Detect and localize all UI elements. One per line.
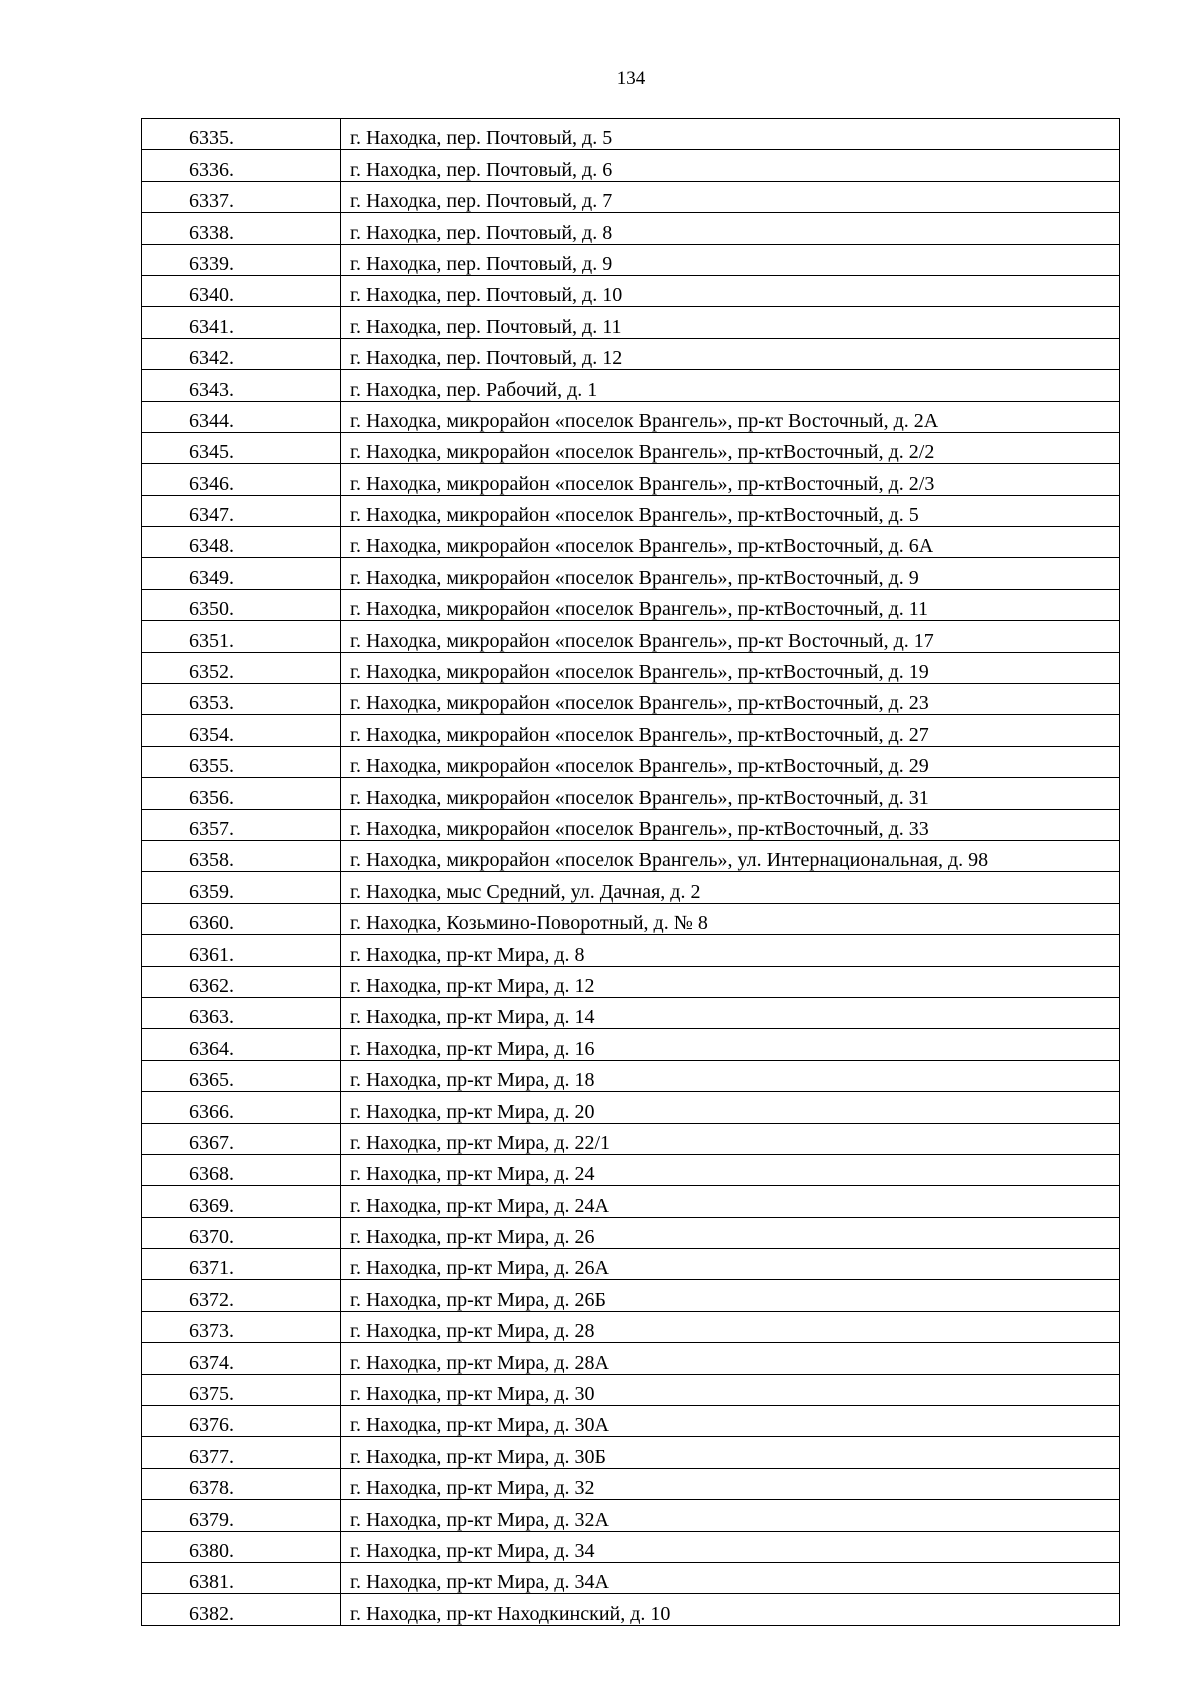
row-number: 6369. bbox=[142, 1186, 341, 1217]
row-number: 6358. bbox=[142, 840, 341, 871]
table-row bbox=[142, 1531, 1120, 1562]
row-address: г. Находка, микрорайон «поселок Врангель», пр-ктВосточный, д. 31 bbox=[341, 778, 1120, 809]
table-row bbox=[142, 684, 1120, 715]
table-row bbox=[142, 935, 1120, 966]
row-number: 6337. bbox=[142, 181, 341, 212]
table-row bbox=[142, 1562, 1120, 1593]
row-number: 6342. bbox=[142, 338, 341, 369]
table-row bbox=[142, 1500, 1120, 1531]
row-address: г. Находка, пр-кт Мира, д. 26Б bbox=[341, 1280, 1120, 1311]
table-row bbox=[142, 213, 1120, 244]
row-address: г. Находка, пер. Почтовый, д. 6 bbox=[341, 150, 1120, 181]
table-row bbox=[142, 1060, 1120, 1091]
row-address: г. Находка, пр-кт Мира, д. 30А bbox=[341, 1406, 1120, 1437]
table-row bbox=[142, 464, 1120, 495]
row-address: г. Находка, микрорайон «поселок Врангель», пр-ктВосточный, д. 11 bbox=[341, 589, 1120, 620]
table-row bbox=[142, 1406, 1120, 1437]
row-number: 6379. bbox=[142, 1500, 341, 1531]
table-row bbox=[142, 1029, 1120, 1060]
address-table bbox=[141, 118, 1120, 1626]
table-row bbox=[142, 809, 1120, 840]
row-number: 6368. bbox=[142, 1154, 341, 1185]
row-number: 6363. bbox=[142, 997, 341, 1028]
table-row bbox=[142, 181, 1120, 212]
table-row bbox=[142, 338, 1120, 369]
row-number: 6366. bbox=[142, 1092, 341, 1123]
table-row bbox=[142, 1280, 1120, 1311]
row-number: 6350. bbox=[142, 589, 341, 620]
row-address: г. Находка, пр-кт Мира, д. 18 bbox=[341, 1060, 1120, 1091]
row-number: 6381. bbox=[142, 1562, 341, 1593]
row-address: г. Находка, микрорайон «поселок Врангель», пр-ктВосточный, д. 19 bbox=[341, 652, 1120, 683]
table-row bbox=[142, 746, 1120, 777]
table-row bbox=[142, 840, 1120, 871]
table-row bbox=[142, 527, 1120, 558]
row-address: г. Находка, микрорайон «поселок Врангель», пр-ктВосточный, д. 23 bbox=[341, 684, 1120, 715]
row-number: 6344. bbox=[142, 401, 341, 432]
row-number: 6375. bbox=[142, 1374, 341, 1405]
row-number: 6356. bbox=[142, 778, 341, 809]
table-row bbox=[142, 778, 1120, 809]
table-row bbox=[142, 997, 1120, 1028]
row-address: г. Находка, пр-кт Мира, д. 20 bbox=[341, 1092, 1120, 1123]
table-row bbox=[142, 1311, 1120, 1342]
row-number: 6340. bbox=[142, 275, 341, 306]
row-number: 6374. bbox=[142, 1343, 341, 1374]
table-row bbox=[142, 150, 1120, 181]
table-row bbox=[142, 966, 1120, 997]
row-address: г. Находка, микрорайон «поселок Врангель», пр-ктВосточный, д. 33 bbox=[341, 809, 1120, 840]
row-number: 6380. bbox=[142, 1531, 341, 1562]
row-number: 6338. bbox=[142, 213, 341, 244]
row-address: г. Находка, пр-кт Мира, д. 28А bbox=[341, 1343, 1120, 1374]
row-number: 6367. bbox=[142, 1123, 341, 1154]
table-row bbox=[142, 307, 1120, 338]
table-row bbox=[142, 244, 1120, 275]
row-number: 6382. bbox=[142, 1594, 341, 1625]
row-address: г. Находка, пр-кт Мира, д. 34 bbox=[341, 1531, 1120, 1562]
row-number: 6348. bbox=[142, 527, 341, 558]
row-address: г. Находка, пр-кт Мира, д. 14 bbox=[341, 997, 1120, 1028]
row-address: г. Находка, мыс Средний, ул. Дачная, д. 2 bbox=[341, 872, 1120, 903]
row-address: г. Находка, Козьмино-Поворотный, д. № 8 bbox=[341, 903, 1120, 934]
table-row bbox=[142, 558, 1120, 589]
row-number: 6362. bbox=[142, 966, 341, 997]
row-address: г. Находка, микрорайон «поселок Врангель», пр-ктВосточный, д. 29 bbox=[341, 746, 1120, 777]
row-address: г. Находка, микрорайон «поселок Врангель», пр-ктВосточный, д. 2/2 bbox=[341, 432, 1120, 463]
table-row bbox=[142, 119, 1120, 150]
row-number: 6364. bbox=[142, 1029, 341, 1060]
row-address: г. Находка, пр-кт Мира, д. 12 bbox=[341, 966, 1120, 997]
row-address: г. Находка, пр-кт Мира, д. 16 bbox=[341, 1029, 1120, 1060]
row-number: 6354. bbox=[142, 715, 341, 746]
row-address: г. Находка, пр-кт Мира, д. 34А bbox=[341, 1562, 1120, 1593]
address-table-body bbox=[142, 119, 1120, 1626]
row-address: г. Находка, микрорайон «поселок Врангель», пр-ктВосточный, д. 5 bbox=[341, 495, 1120, 526]
row-address: г. Находка, пр-кт Мира, д. 30 bbox=[341, 1374, 1120, 1405]
table-row bbox=[142, 715, 1120, 746]
table-row bbox=[142, 589, 1120, 620]
row-address: г. Находка, пр-кт Мира, д. 30Б bbox=[341, 1437, 1120, 1468]
row-number: 6359. bbox=[142, 872, 341, 903]
table-row bbox=[142, 903, 1120, 934]
row-address: г. Находка, пр-кт Мира, д. 24 bbox=[341, 1154, 1120, 1185]
table-row bbox=[142, 1217, 1120, 1248]
table-row bbox=[142, 652, 1120, 683]
table-row bbox=[142, 432, 1120, 463]
row-address: г. Находка, микрорайон «поселок Врангель», пр-ктВосточный, д. 2/3 bbox=[341, 464, 1120, 495]
row-address: г. Находка, пр-кт Находкинский, д. 10 bbox=[341, 1594, 1120, 1625]
row-address: г. Находка, пр-кт Мира, д. 22/1 bbox=[341, 1123, 1120, 1154]
page-number: 134 bbox=[616, 68, 646, 89]
row-address: г. Находка, пер. Почтовый, д. 5 bbox=[341, 119, 1120, 150]
row-number: 6349. bbox=[142, 558, 341, 589]
row-address: г. Находка, микрорайон «поселок Врангель», пр-ктВосточный, д. 9 bbox=[341, 558, 1120, 589]
table-row bbox=[142, 1249, 1120, 1280]
row-number: 6361. bbox=[142, 935, 341, 966]
row-number: 6365. bbox=[142, 1060, 341, 1091]
row-number: 6376. bbox=[142, 1406, 341, 1437]
row-address: г. Находка, пр-кт Мира, д. 24А bbox=[341, 1186, 1120, 1217]
table-row bbox=[142, 1468, 1120, 1499]
row-address: г. Находка, пер. Почтовый, д. 8 bbox=[341, 213, 1120, 244]
row-address: г. Находка, пр-кт Мира, д. 32А bbox=[341, 1500, 1120, 1531]
table-row bbox=[142, 1186, 1120, 1217]
row-number: 6360. bbox=[142, 903, 341, 934]
table-row bbox=[142, 1343, 1120, 1374]
row-address: г. Находка, пр-кт Мира, д. 26А bbox=[341, 1249, 1120, 1280]
table-row bbox=[142, 401, 1120, 432]
row-address: г. Находка, пер. Почтовый, д. 7 bbox=[341, 181, 1120, 212]
row-number: 6371. bbox=[142, 1249, 341, 1280]
table-row bbox=[142, 1374, 1120, 1405]
row-address: г. Находка, пр-кт Мира, д. 8 bbox=[341, 935, 1120, 966]
row-number: 6373. bbox=[142, 1311, 341, 1342]
row-number: 6377. bbox=[142, 1437, 341, 1468]
row-address: г. Находка, пер. Почтовый, д. 12 bbox=[341, 338, 1120, 369]
table-row bbox=[142, 275, 1120, 306]
table-row bbox=[142, 1154, 1120, 1185]
table-row bbox=[142, 1437, 1120, 1468]
row-address: г. Находка, микрорайон «поселок Врангель», пр-ктВосточный, д. 27 bbox=[341, 715, 1120, 746]
row-number: 6355. bbox=[142, 746, 341, 777]
row-number: 6343. bbox=[142, 370, 341, 401]
row-number: 6357. bbox=[142, 809, 341, 840]
row-address: г. Находка, пр-кт Мира, д. 28 bbox=[341, 1311, 1120, 1342]
row-address: г. Находка, пр-кт Мира, д. 26 bbox=[341, 1217, 1120, 1248]
row-number: 6336. bbox=[142, 150, 341, 181]
row-number: 6339. bbox=[142, 244, 341, 275]
row-number: 6372. bbox=[142, 1280, 341, 1311]
row-address: г. Находка, микрорайон «поселок Врангель», пр-кт Восточный, д. 17 bbox=[341, 621, 1120, 652]
row-address: г. Находка, пер. Почтовый, д. 10 bbox=[341, 275, 1120, 306]
table-row bbox=[142, 495, 1120, 526]
row-number: 6378. bbox=[142, 1468, 341, 1499]
row-address: г. Находка, микрорайон «поселок Врангель», пр-ктВосточный, д. 6А bbox=[341, 527, 1120, 558]
table-row bbox=[142, 370, 1120, 401]
table-row bbox=[142, 621, 1120, 652]
row-number: 6353. bbox=[142, 684, 341, 715]
row-number: 6345. bbox=[142, 432, 341, 463]
table-row bbox=[142, 872, 1120, 903]
row-address: г. Находка, микрорайон «поселок Врангель», ул. Интернациональная, д. 98 bbox=[341, 840, 1120, 871]
row-number: 6370. bbox=[142, 1217, 341, 1248]
row-number: 6352. bbox=[142, 652, 341, 683]
row-address: г. Находка, пер. Почтовый, д. 11 bbox=[341, 307, 1120, 338]
row-address: г. Находка, микрорайон «поселок Врангель», пр-кт Восточный, д. 2А bbox=[341, 401, 1120, 432]
row-number: 6335. bbox=[142, 119, 341, 150]
row-number: 6347. bbox=[142, 495, 341, 526]
table-row bbox=[142, 1123, 1120, 1154]
table-row bbox=[142, 1092, 1120, 1123]
row-number: 6351. bbox=[142, 621, 341, 652]
row-address: г. Находка, пр-кт Мира, д. 32 bbox=[341, 1468, 1120, 1499]
row-number: 6341. bbox=[142, 307, 341, 338]
row-address: г. Находка, пер. Почтовый, д. 9 bbox=[341, 244, 1120, 275]
row-address: г. Находка, пер. Рабочий, д. 1 bbox=[341, 370, 1120, 401]
row-number: 6346. bbox=[142, 464, 341, 495]
table-row bbox=[142, 1594, 1120, 1625]
